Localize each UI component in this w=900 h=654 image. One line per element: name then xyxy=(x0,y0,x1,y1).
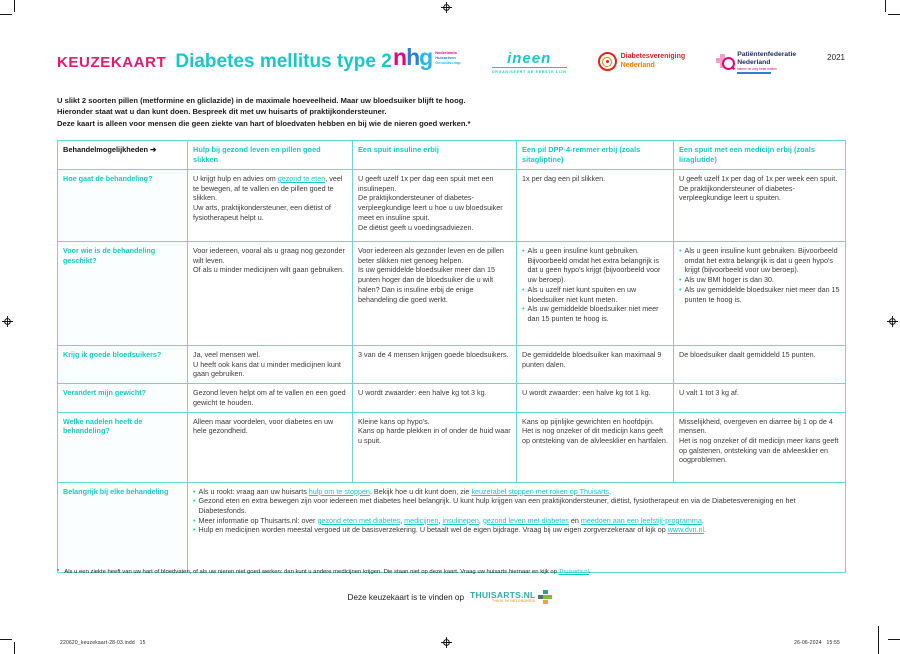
crop-mark xyxy=(0,639,12,640)
crop-mark xyxy=(0,14,12,15)
column-header-options: Behandelmogelijkheden ➔ xyxy=(58,141,188,170)
ineen-caption: ORGANISEERT DE EERSTE LIJN xyxy=(491,70,567,74)
footer-text: Deze keuzekaart is te vinden op xyxy=(347,592,465,602)
patientenfederatie-logo xyxy=(716,51,796,74)
bullet-icon: • xyxy=(193,486,196,496)
cell-downsides-insulin: Kleine kans op hypo's. Kans op harde plekken in of onder de huid waar u spuit. xyxy=(353,412,517,482)
question-downsides: Welke nadelen heeft de behandeling? xyxy=(58,412,188,482)
crop-mark xyxy=(14,642,15,654)
keuzekaart-table xyxy=(57,140,846,573)
bullet-icon: • xyxy=(193,515,196,525)
bullet-icon: • xyxy=(193,525,196,535)
print-slug-left: 220620_keuzekaart-28-03.indd 15 xyxy=(60,640,146,646)
question-important: Belangrijk bij elke behandeling xyxy=(58,482,188,572)
column-header-glp1: Een spuit met een medicijn erbij (zoals liraglutide) xyxy=(674,141,846,170)
bullet-icon: • xyxy=(679,284,682,294)
bullet-icon: • xyxy=(522,284,525,294)
row-blood-sugar xyxy=(58,345,846,383)
patientenfederatie-icon xyxy=(716,54,734,72)
cell-sugar-lifestyle: Ja, veel mensen wel. U heeft ook kans dat u minder medicijnen kunt gaan gebruiken. xyxy=(188,345,353,383)
print-slug-right: 26-06-2024 15:55 xyxy=(794,640,840,646)
table-header-row xyxy=(58,141,846,170)
link-hulp-om-te-stoppen[interactable]: hulp om te stoppen xyxy=(308,486,370,496)
page-header xyxy=(57,51,392,73)
cell-weight-insulin: U wordt zwaarder: een halve kg tot 3 kg. xyxy=(353,384,517,412)
link-gezond-eten-met-diabetes[interactable]: gezond eten met diabetes xyxy=(317,515,401,525)
cell-downsides-lifestyle: Alleen maar voordelen, voor diabetes en uw hele gezondheid. xyxy=(188,412,353,482)
cell-who-lifestyle: Voor iedereen, vooral als u graag nog gezonder wilt leven. Of als u minder medicijnen wilt gaan gebruiken. xyxy=(188,241,353,345)
crop-mark xyxy=(885,0,886,12)
intro-line-2: Hieronder staat wat u dan kunt doen. Bespreek dit met uw huisarts of praktijkondersteuner. xyxy=(57,107,387,117)
link-thuisarts-footnote[interactable]: Thuisarts.nl xyxy=(558,569,589,575)
link-insulinepen[interactable]: insulinepen xyxy=(442,515,479,525)
column-header-lifestyle: Hulp bij gezond leven en pillen goed slikken xyxy=(188,141,353,170)
link-leefstijlprogramma[interactable]: meedoen aan een leefstijl-programma xyxy=(580,515,702,525)
link-dvn[interactable]: www.dvn.nl xyxy=(667,525,705,535)
row-important xyxy=(58,482,846,572)
question-who: Voor wie is de behandeling geschikt? xyxy=(58,241,188,345)
cell-downsides-dpp4: Kans op pijnlijke gewrichten en hoofdpijn. Het is nog onzeker of dit medicijn kans geeft op ontsteking van de alvleesklier en hartfalen. xyxy=(517,412,674,482)
logo-strip xyxy=(393,44,845,74)
nhg-wordmark-icon: nhg xyxy=(393,44,433,70)
year-label: 2021 xyxy=(827,53,845,62)
footer xyxy=(0,590,900,604)
cell-weight-glp1: U valt 1 tot 3 kg af. xyxy=(674,384,846,412)
cell-weight-dpp4: U wordt zwaarder: een halve kg tot 1 kg. xyxy=(517,384,674,412)
thuisarts-tagline: THUIS IN GEZONDHEID xyxy=(492,599,536,604)
link-gezond-te-eten[interactable]: gezond te eten xyxy=(277,173,326,183)
footnote-marker: * xyxy=(57,569,60,575)
registration-mark-icon xyxy=(887,316,898,327)
crop-mark xyxy=(888,639,900,640)
diabetesvereniging-label: Diabetesvereniging Nederland xyxy=(620,53,686,69)
column-header-insulin: Een spuit insuline erbij xyxy=(353,141,517,170)
patientenfederatie-label: Patiëntenfederatie Nederland samen de zorg beter maken xyxy=(737,51,796,74)
bullet-icon: • xyxy=(679,245,682,255)
bullet-icon: • xyxy=(522,304,525,314)
row-who-suitable xyxy=(58,241,846,345)
patientenfederatie-bar xyxy=(737,72,771,74)
crop-mark xyxy=(14,0,15,12)
cell-who-glp1: • Als u geen insuline kunt gebruiken. Bijvoorbeeld omdat het extra belangrijk is dat u geen hypo's krijgt (bijvoorbeeld voor uw beroep). • Als uw BMI hoger is dan 30. • Als uw gemiddelde bloedsuiker niet meer dan 15 punten te hoog is. xyxy=(674,241,846,345)
cell-sugar-glp1: De bloedsuiker daalt gemiddeld 15 punten. xyxy=(674,345,846,383)
link-gezond-leven-met-diabetes[interactable]: gezond leven met diabetes xyxy=(482,515,569,525)
question-how: Hoe gaat de behandeling? xyxy=(58,169,188,241)
cell-how-lifestyle: U krijgt hulp en advies om gezond te eten, veel te bewegen, af te vallen en de pillen goed te slikken. Uw arts, praktijkondersteuner, een diëtist of fysiotherapeut helpt u. xyxy=(188,169,353,241)
cell-how-insulin: U geeft uzelf 1x per dag een spuit met een insulinepen. De praktijkondersteuner of diabetes-verpleegkundige leert u hoe u uw bloedsuiker meet en insuline spuit. De diëtist geeft u voedingsadviezen. xyxy=(353,169,517,241)
registration-mark-icon xyxy=(441,2,452,13)
registration-mark-icon xyxy=(441,637,452,648)
kicker-label: KEUZEKAART xyxy=(57,54,167,71)
cell-how-dpp4: 1x per dag een pil slikken. xyxy=(517,169,674,241)
cell-weight-lifestyle: Gezond leven helpt om af te vallen en een goed gewicht te houden. xyxy=(188,384,353,412)
ineen-logo xyxy=(492,51,567,74)
column-header-dpp4: Een pil DPP-4-remmer erbij (zoals sitagliptine) xyxy=(517,141,674,170)
cell-how-glp1: U geeft uzelf 1x per dag of 1x per week een spuit. De praktijkondersteuner of diabetes-verpleegkundige leert u spuiten. xyxy=(674,169,846,241)
bullet-icon: • xyxy=(522,245,525,255)
crop-mark xyxy=(878,626,879,654)
crop-mark xyxy=(888,14,900,15)
row-downsides xyxy=(58,412,846,482)
thuisarts-logo xyxy=(470,590,552,604)
ineen-wordmark-icon: ineen xyxy=(492,51,567,68)
link-medicijnen[interactable]: medicijnen xyxy=(404,515,439,525)
cell-who-dpp4: • Als u geen insuline kunt gebruiken. Bijvoorbeeld omdat het extra belangrijk is dat u geen hypo's krijgt (bijvoorbeeld voor uw beroep). • Als u uzelf niet kunt spuiten en uw bloedsuiker niet kunt meten. • Als uw gemiddelde bloedsuiker niet meer dan 15 punten te hoog is. xyxy=(517,241,674,345)
row-how-treatment xyxy=(58,169,846,241)
diabetesvereniging-logo xyxy=(598,52,686,71)
cell-important-all: • Als u rookt: vraag aan uw huisarts hulp om te stoppen. Bekijk hoe u dit kunt doen, zie keuzetabel stoppen met roken op Thuisarts. • Gezond eten en extra bewegen zijn voor iedereen met diabetes heel belangrijk. U kunt hulp krijgen van een praktijkondersteuner, diëtist, fysiotherapeut en via de Diabetesvereniging en het Diabetesfonds. • Meer informatie op Thuisarts.nl: over gezond eten met diabetes, medicijnen, insulinepen, gezond leven met diabetes en meedoen aan een leefstijl-programma. • Hulp en medicijnen worden meestal vergoed uit de basisverzekering. U betaalt wel de eigen bijdrage. Vraag bij uw eigen zorgverzekeraar of kijk op www.dvn.nl. xyxy=(188,482,846,572)
cell-downsides-glp1: Misselijkheid, overgeven en diarree bij 1 op de 4 mensen. Het is nog onzeker of dit medicijn meer kans geeft op galstenen, ontsteking van de alvleesklier en oogproblemen. xyxy=(674,412,846,482)
intro-line-3: Deze kaart is alleen voor mensen die geen ziekte van hart of bloedvaten hebben en bij wie de nieren goed werken.* xyxy=(57,118,471,128)
footnote: * Als u een ziekte heeft van uw hart of bloedvaten, of als uw nieren niet goed werken: dan kunt u andere medicijnen krijgen. Die staan niet op deze kaart. Vraag uw huisarts hiernaar en kijk op Thuisarts.nl. xyxy=(57,569,591,575)
nhg-logo xyxy=(393,44,461,70)
page-title: Diabetes mellitus type 2 xyxy=(175,51,392,72)
cell-who-insulin: Voor iedereen als gezonder leven en de pillen beter slikken niet genoeg helpen. Is uw gemiddelde bloedsuiker meer dan 15 punten hoger dan de bloedsuiker die u wilt halen? Dan is insuline erbij de enige behandeling die goed werkt. xyxy=(353,241,517,345)
thuisarts-plus-icon xyxy=(538,590,552,604)
question-weight: Verandert mijn gewicht? xyxy=(58,384,188,412)
nhg-caption: Nederlands Huisartsen Genootschap xyxy=(435,50,461,65)
intro-text xyxy=(57,95,845,129)
cell-sugar-dpp4: De gemiddelde bloedsuiker kan maximaal 9 punten dalen. xyxy=(517,345,674,383)
link-keuzetabel-stoppen-met-roken[interactable]: keuzetabel stoppen met roken op Thuisarts xyxy=(471,486,610,496)
bullet-icon: • xyxy=(679,275,682,285)
question-sugar: Krijg ik goede bloedsuikers? xyxy=(58,345,188,383)
intro-line-1: U slikt 2 soorten pillen (metformine en gliclazide) in de maximale hoeveelheid. Maar uw bloedsuiker blijft te hoog. xyxy=(57,96,466,105)
cell-sugar-insulin: 3 van de 4 mensen krijgen goede bloedsuikers. xyxy=(353,345,517,383)
thuisarts-wordmark: THUISARTS.NL xyxy=(470,589,536,600)
bullet-icon: • xyxy=(193,496,196,506)
registration-mark-icon xyxy=(2,316,13,327)
row-weight xyxy=(58,384,846,412)
diabetesvereniging-icon xyxy=(598,52,617,71)
